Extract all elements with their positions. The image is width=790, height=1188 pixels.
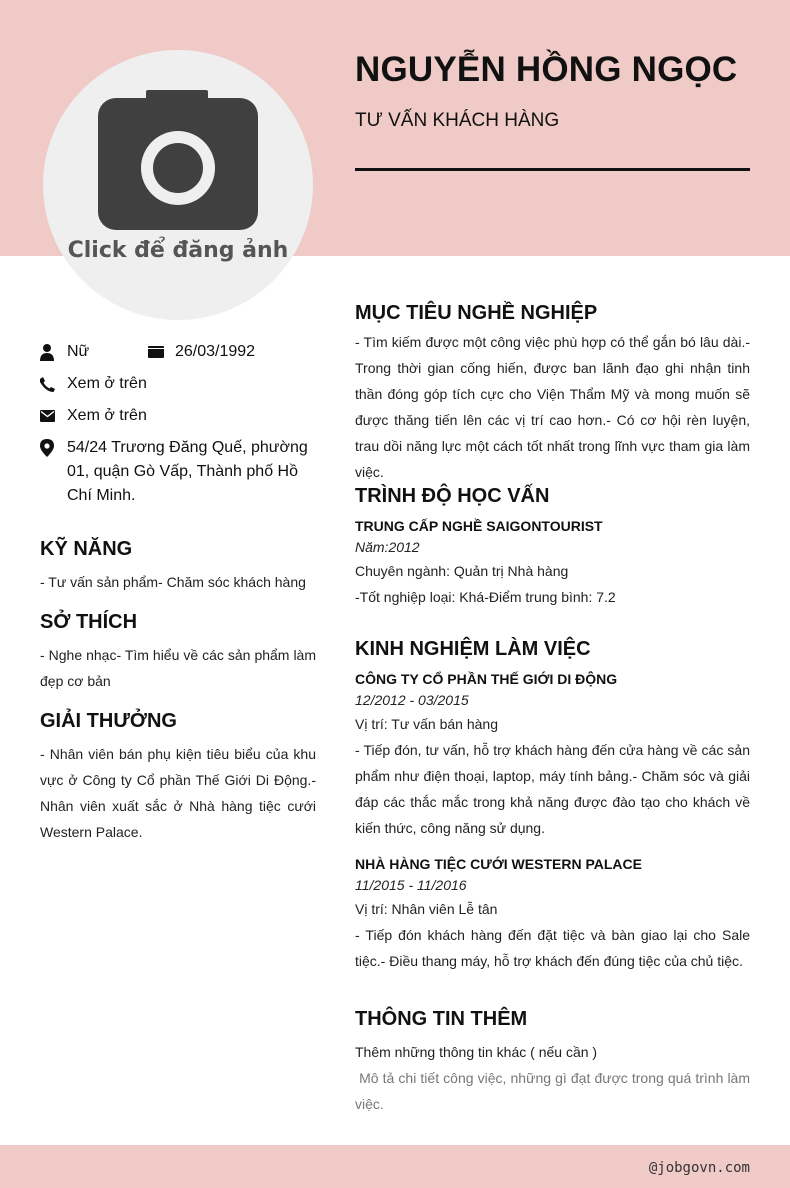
phone-value: Xem ở trên — [67, 375, 147, 392]
address-row — [40, 436, 316, 508]
location-icon — [40, 436, 67, 460]
birthday-value: 26/03/1992 — [175, 343, 256, 360]
objective-text: - Tìm kiếm được một công việc phù hợp có thể gắn bó lâu dài.- Trong thời gian cống hiến, được ban lãnh đạo ghi nhận tinh thần đóng góp tích cực cho Viện Thẩm Mỹ và mong muốn sẽ được thăng tiến lên các vị trí cao hơn.- Có cơ hội rèn luyện, trau dồi năng lực một cách tốt nhất trong lĩnh vực tham gia làm việc. — [355, 334, 750, 480]
phone-icon — [40, 372, 67, 396]
footer-band — [0, 1145, 790, 1188]
experience-description: - Tiếp đón, tư vấn, hỗ trợ khách hàng đến cửa hàng về các sản phẩm như điện thoại, laptop, máy tính bảng.- Chăm sóc và giải đáp các thắc mắc trong khả năng được đào tạo cho khách về kiến thức, công năng sử dụng. — [355, 742, 750, 836]
experience-item — [355, 854, 750, 974]
email-value: Xem ở trên — [67, 407, 147, 424]
experience-position: Vị trí: Tư vấn bán hàng — [355, 716, 498, 732]
experience-position: Vị trí: Nhân viên Lễ tân — [355, 901, 498, 917]
candidate-name: NGUYỄN HỒNG NGỌC — [355, 50, 738, 89]
gender-value: Nữ — [67, 343, 90, 360]
experience-company: NHÀ HÀNG TIỆC CƯỚI WESTERN PALACE — [355, 856, 642, 872]
education-title: TRÌNH ĐỘ HỌC VẤN — [355, 485, 550, 507]
objective-title: MỤC TIÊU NGHỀ NGHIỆP — [355, 302, 598, 324]
additional-line1: Thêm những thông tin khác ( nếu cần ) — [355, 1044, 598, 1060]
education-school: TRUNG CẤP NGHỀ SAIGONTOURIST — [355, 518, 603, 534]
experience-company: CÔNG TY CỔ PHẦN THẾ GIỚI DI ĐỘNG — [355, 671, 618, 687]
email-row — [40, 404, 316, 428]
skills-title: KỸ NĂNG — [40, 538, 133, 560]
additional-line2: Mô tả chi tiết công việc, những gì đạt được trong quá trình làm việc. — [355, 1070, 754, 1112]
camera-icon — [43, 50, 313, 320]
experience-period: 11/2015 - 11/2016 — [355, 877, 467, 893]
additional-section — [355, 1008, 754, 1117]
additional-title: THÔNG TIN THÊM — [355, 1008, 528, 1030]
address-value: 54/24 Trương Đăng Quế, phường 01, quận Gò Vấp, Thành phố Hồ Chí Minh. — [67, 439, 308, 504]
experience-description: - Tiếp đón khách hàng đến đặt tiệc và bàn giao lại cho Sale tiệc.- Điều thang máy, hỗ trợ khách đến đúng tiệc của chủ tiệc. — [355, 927, 750, 969]
education-year: Năm:2012 — [355, 539, 420, 555]
hobbies-text: - Nghe nhạc- Tìm hiểu về các sản phẩm làm đẹp cơ bản — [40, 647, 316, 689]
objective-section — [355, 302, 750, 485]
education-section — [355, 485, 750, 610]
email-icon — [40, 404, 67, 428]
phone-row — [40, 372, 316, 396]
gender-birthday-row — [40, 340, 316, 364]
awards-title: GIẢI THƯỞNG — [40, 710, 177, 732]
education-grade: -Tốt nghiệp loại: Khá-Điểm trung bình: 7.2 — [355, 589, 616, 605]
experience-title: KINH NGHIỆM LÀM VIỆC — [355, 638, 591, 660]
birthday-item — [148, 340, 255, 364]
experience-section — [355, 638, 750, 974]
education-major: Chuyên ngành: Quản trị Nhà hàng — [355, 563, 569, 579]
avatar-label: Click để đăng ảnh — [67, 238, 289, 263]
title-divider — [355, 168, 750, 171]
experience-item — [355, 669, 750, 841]
hobbies-title: SỞ THÍCH — [40, 611, 138, 633]
experience-period: 12/2012 - 03/2015 — [355, 692, 469, 708]
job-title: TƯ VẤN KHÁCH HÀNG — [355, 110, 560, 131]
avatar-upload[interactable] — [43, 50, 313, 320]
calendar-icon — [148, 340, 175, 364]
left-column — [40, 340, 316, 845]
gender-item — [40, 340, 148, 364]
footer-brand: @jobgovn.com — [648, 1160, 750, 1176]
skills-text: - Tư vấn sản phẩm- Chăm sóc khách hàng — [40, 574, 306, 590]
user-icon — [40, 340, 67, 364]
awards-text: - Nhân viên bán phụ kiện tiêu biểu của khu vực ở Công ty Cổ phần Thế Giới Di Động.- Nhân viên xuất sắc ở Nhà hàng tiệc cưới Western Palace. — [40, 746, 316, 840]
